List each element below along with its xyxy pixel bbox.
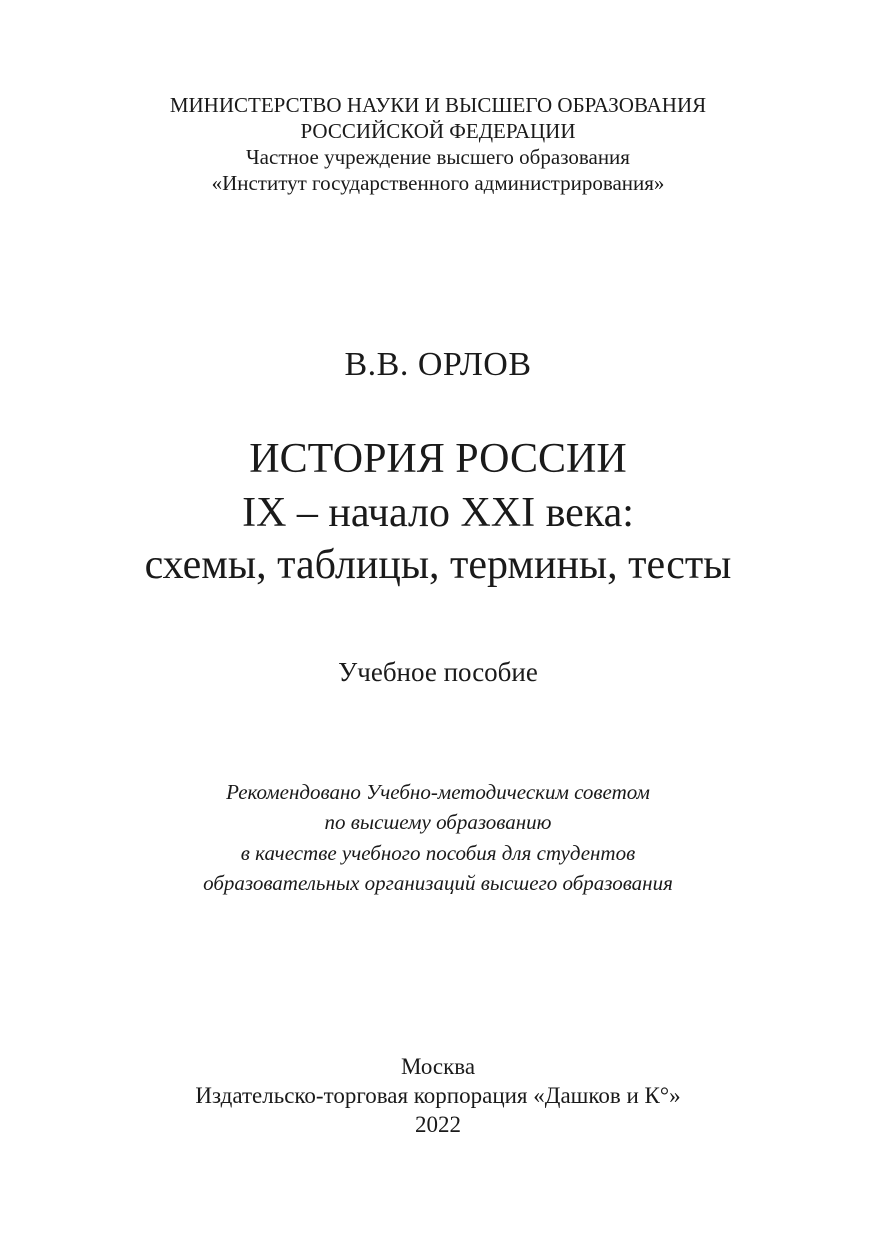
recommendation-line-2: по высшему образованию xyxy=(324,810,552,834)
imprint-city: Москва xyxy=(400,1054,476,1079)
imprint-year: 2022 xyxy=(415,1112,461,1137)
publication-type: Учебное пособие xyxy=(338,657,538,687)
ministry-line-2: РОССИЙСКОЙ ФЕДЕРАЦИИ xyxy=(300,119,576,143)
recommendation-line-1: Рекомендовано Учебно-методическим советом xyxy=(226,780,650,804)
institution-line-2: «Институт государственного администрирования» xyxy=(211,171,665,195)
book-title-line-2: IX – начало XXI века: xyxy=(242,490,634,536)
book-title-line-1: ИСТОРИЯ РОССИИ xyxy=(249,436,627,482)
book-title-line-3: схемы, таблицы, термины, тесты xyxy=(144,542,732,588)
author-name: В.В. ОРЛОВ xyxy=(344,346,532,383)
recommendation-line-3: в качестве учебного пособия для студентов xyxy=(240,841,636,865)
institution-line-1: Частное учреждение высшего образования xyxy=(246,145,630,169)
ministry-line-1: МИНИСТЕРСТВО НАУКИ И ВЫСШЕГО ОБРАЗОВАНИЯ xyxy=(169,93,707,117)
recommendation-line-4: образовательных организаций высшего образования xyxy=(203,871,673,895)
imprint-publisher: Издательско-торговая корпорация «Дашков и К°» xyxy=(195,1083,681,1108)
